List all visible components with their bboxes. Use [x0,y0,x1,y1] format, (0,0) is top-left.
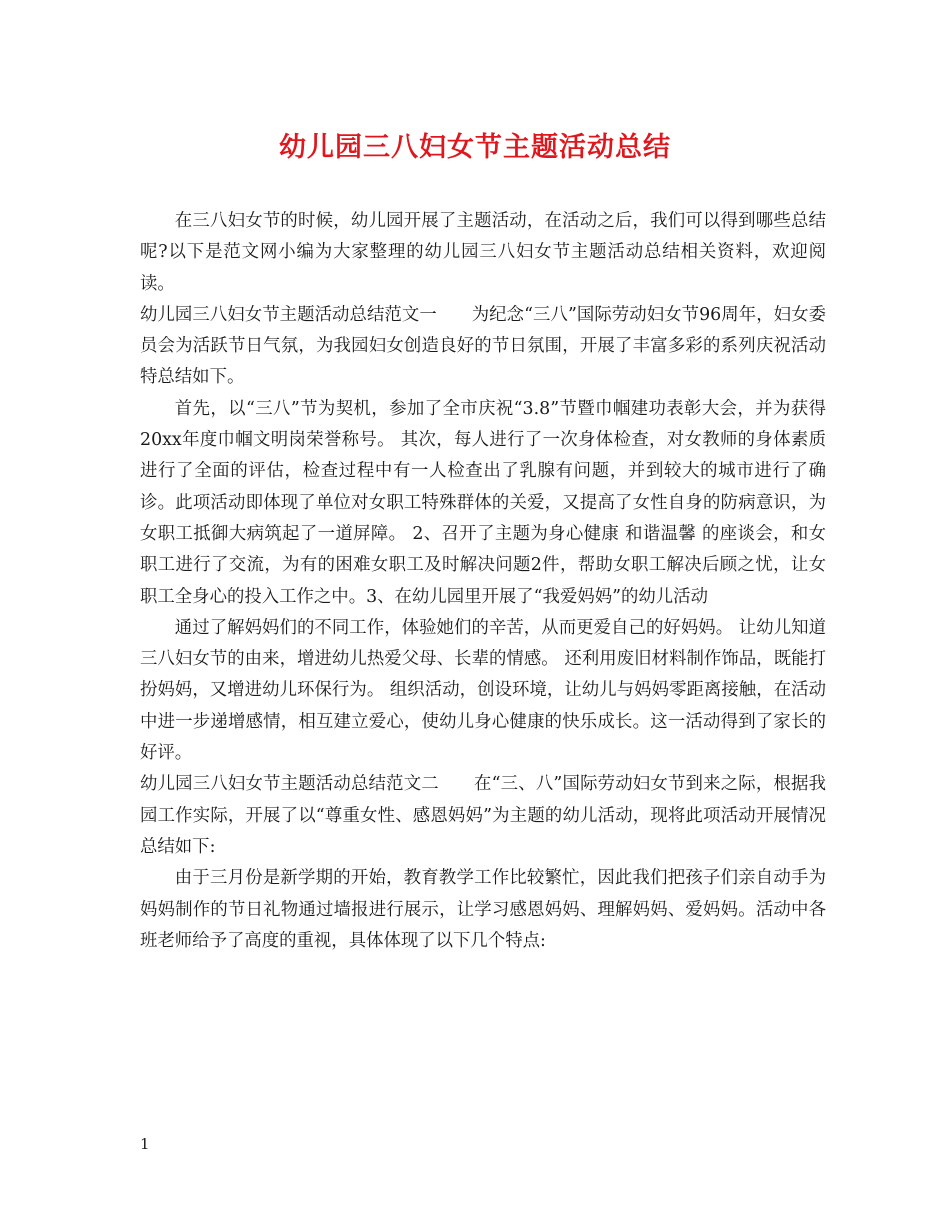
paragraph-sample-two-heading: 幼儿园三八妇女节主题活动总结范文二 在“三、八”国际劳动妇女节到来之际，根据我园工作实际，开展了以“尊重女性、感恩妈妈”为主题的幼儿活动，现将此项活动开展情况总结如下: [140,774,826,857]
paragraph-sample-one-body: 首先，以“三八”节为契机，参加了全市庆祝“3.8”节暨巾帼建功表彰大会，并为获得20xx年度巾帼文明岗荣誉称号。 其次，每人进行了一次身体检查，对女教师的身体素质进行了全面的评估，检查过程中有一人检查出了乳腺有问题，并到较大的城市进行了确诊。此项活动即体现了单位对女职工特殊群体的关爱，又提高了女性自身的防病意识，为女职工抵御大病筑起了一道屏障。 2、召开了主题为身心健康 和谐温馨 的座谈会，和女职工进行了交流，为有的困难女职工及时解决问题2件，帮助女职工解决后顾之忧，让女职工全身心的投入工作之中。3、在幼儿园里开展了“我爱妈妈”的幼儿活动 [140,398,826,607]
page-title: 幼儿园三八妇女节主题活动总结 [279,132,671,163]
paragraph-intro: 在三八妇女节的时候，幼儿园开展了主题活动，在活动之后，我们可以得到哪些总结呢?以下是范文网小编为大家整理的幼儿园三八妇女节主题活动总结相关资料，欢迎阅读。 [140,211,826,294]
paragraph-sample-one-activity: 通过了解妈妈们的不同工作，体验她们的辛苦，从而更爱自己的好妈妈。 让幼儿知道三八妇女节的由来，增进幼儿热爱父母、长辈的情感。 还利用废旧材料制作饰品，既能打扮妈妈，又增进幼儿环保行为。 组织活动，创设环境，让幼儿与妈妈零距离接触，在活动中进一步递增感情，相互建立爱心，使幼儿身心健康的快乐成长。这一活动得到了家长的好评。 [140,617,826,764]
document-body [140,206,826,957]
page-number: 1 [140,1135,150,1153]
paragraph-sample-one-heading: 幼儿园三八妇女节主题活动总结范文一 为纪念“三八”国际劳动妇女节96周年，妇女委员会为活跃节日气氛，为我园妇女创造良好的节日氛围，开展了丰富多彩的系列庆祝活动特总结如下。 [140,304,826,388]
paragraph-sample-two-body: 由于三月份是新学期的开始，教育教学工作比较繁忙，因此我们把孩子们亲自动手为妈妈制作的节日礼物通过墙报进行展示，让学习感恩妈妈、理解妈妈、爱妈妈。活动中各班老师给予了高度的重视，具体体现了以下几个特点: [140,868,826,951]
